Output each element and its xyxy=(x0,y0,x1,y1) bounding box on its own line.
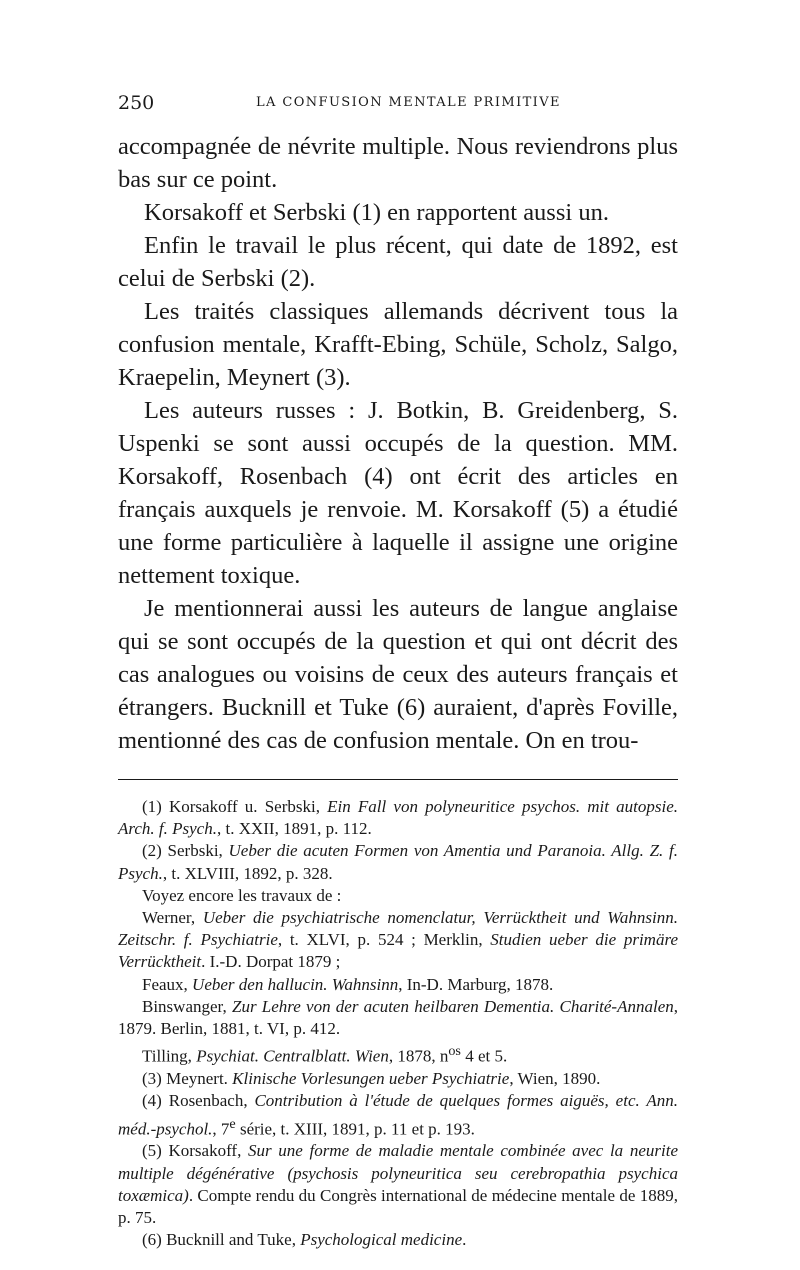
paragraph: accompagnée de névrite multiple. Nous reviendrons plus bas sur ce point. xyxy=(118,133,678,193)
italic-text: Zur Lehre von der acuten heilbaren Dementia. Charité-Annalen xyxy=(232,996,674,1016)
footnote: Werner, Ueber die psychiatrische nomenclatur, Verrücktheit und Wahnsinn. Zeitschr. f. Psychiatrie, t. XLVI, p. 524 ; Merklin, Studien ueber die primäre Verrücktheit. I.-D. Dorpat 1879 ; xyxy=(118,908,678,972)
footnote: (1) Korsakoff u. Serbski, Ein Fall von polyneuritice psychos. mit autopsie. Arch. f. Psych., t. XXII, 1891, p. 112. xyxy=(118,797,679,839)
footnote: Voyez encore les travaux de : xyxy=(142,885,342,905)
italic-text: Klinische Vorlesungen ueber Psychiatrie xyxy=(232,1069,510,1089)
superscript-text: e xyxy=(229,1115,236,1132)
running-head xyxy=(118,92,678,126)
paragraph: Les auteurs russes : J. Botkin, B. Greidenberg, S. Uspenki se sont aussi occupés de la question. MM. Korsakoff, Rosenbach (4) ont écrit des articles en français auxquels je renvoie. M. Korsakoff (5) a étudié une forme particulière à laquelle il assigne une origine nettement toxique. xyxy=(118,397,678,589)
italic-text: Sur une forme de maladie mentale combinée avec la neurite multiple dégénérative (psychosis polyneuritica seu cerebropathia psychica toxæmica) xyxy=(118,1141,678,1205)
italic-text: Ueber die psychiatrische nomenclatur, Verrücktheit und Wahnsinn. Zeitschr. f. Psychiatrie xyxy=(118,908,678,950)
italic-text: Studien ueber die primäre Verrücktheit xyxy=(118,930,678,972)
italic-text: Ueber den hallucin. Wahnsinn xyxy=(192,974,399,994)
footnote: (3) Meynert. Klinische Vorlesungen ueber Psychiatrie, Wien, 1890. xyxy=(142,1069,601,1089)
book-page xyxy=(118,92,678,1251)
paragraph: Enfin le travail le plus récent, qui date de 1892, est celui de Serbski (2). xyxy=(118,232,678,292)
italic-text: Psychological medicine xyxy=(300,1230,463,1250)
footnote-separator xyxy=(118,779,678,780)
italic-text: Psychiat. Centralblatt. Wien xyxy=(196,1046,389,1066)
paragraph: Korsakoff et Serbski (1) en rapportent aussi un. xyxy=(144,199,609,226)
paragraph: Les traités classiques allemands décrivent tous la confusion mentale, Krafft-Ebing, Schüle, Scholz, Salgo, Kraepelin, Meynert (3). xyxy=(118,298,678,391)
superscript-text: os xyxy=(448,1043,461,1060)
footnote: (4) Rosenbach, Contribution à l'étude de quelques formes aiguës, etc. Ann. méd.-psychol., 7e série, t. XIII, 1891, p. 11 et p. 193. xyxy=(118,1091,678,1139)
running-title: LA CONFUSION MENTALE PRIMITIVE xyxy=(256,95,561,110)
footnote: Binswanger, Zur Lehre von der acuten heilbaren Dementia. Charité-Annalen, 1879. Berlin, 1881, t. VI, p. 412. xyxy=(118,996,678,1039)
footnote: Tilling, Psychiat. Centralblatt. Wien, 1878, $n^{os}$ 4 et 5. xyxy=(142,1043,508,1066)
paragraph: Je mentionnerai aussi les auteurs de langue anglaise qui se sont occupés de la question et qui ont décrit des cas analogues ou voisins de ceux des auteurs français et étrangers. Bucknill et Tuke (6) auraient, d'après Foville, mentionné des cas de confusion mentale. On en trou- xyxy=(118,595,678,754)
footnote: (6) Bucknill and Tuke, Psychological medicine. xyxy=(142,1230,467,1250)
page-number: 250 xyxy=(118,92,155,114)
footnotes xyxy=(118,796,678,1251)
footnote: (2) Serbski, Ueber die acuten Formen von Amentia und Paranoia. Allg. Z. f. Psych., t. XLVIII, 1892, p. 328. xyxy=(118,841,678,883)
italic-text: Ein Fall von polyneuritice psychos. mit autopsie. Arch. f. Psych. xyxy=(118,797,679,839)
footnote: Feaux, Ueber den hallucin. Wahnsinn, In-D. Marburg, 1878. xyxy=(142,974,554,994)
footnote: (5) Korsakoff, Sur une forme de maladie mentale combinée avec la neurite multiple dégénérative (psychosis polyneuritica seu cerebropathia psychica toxæmica). Compte rendu du Congrès international de médecine mentale de 1889, p. 75. xyxy=(118,1141,678,1227)
italic-text: Contribution à l'étude de quelques formes aiguës, etc. Ann. méd.-psychol. xyxy=(118,1091,678,1139)
italic-text: Ueber die acuten Formen von Amentia und Paranoia. Allg. Z. f. Psych. xyxy=(118,841,678,883)
body-text xyxy=(118,130,678,757)
